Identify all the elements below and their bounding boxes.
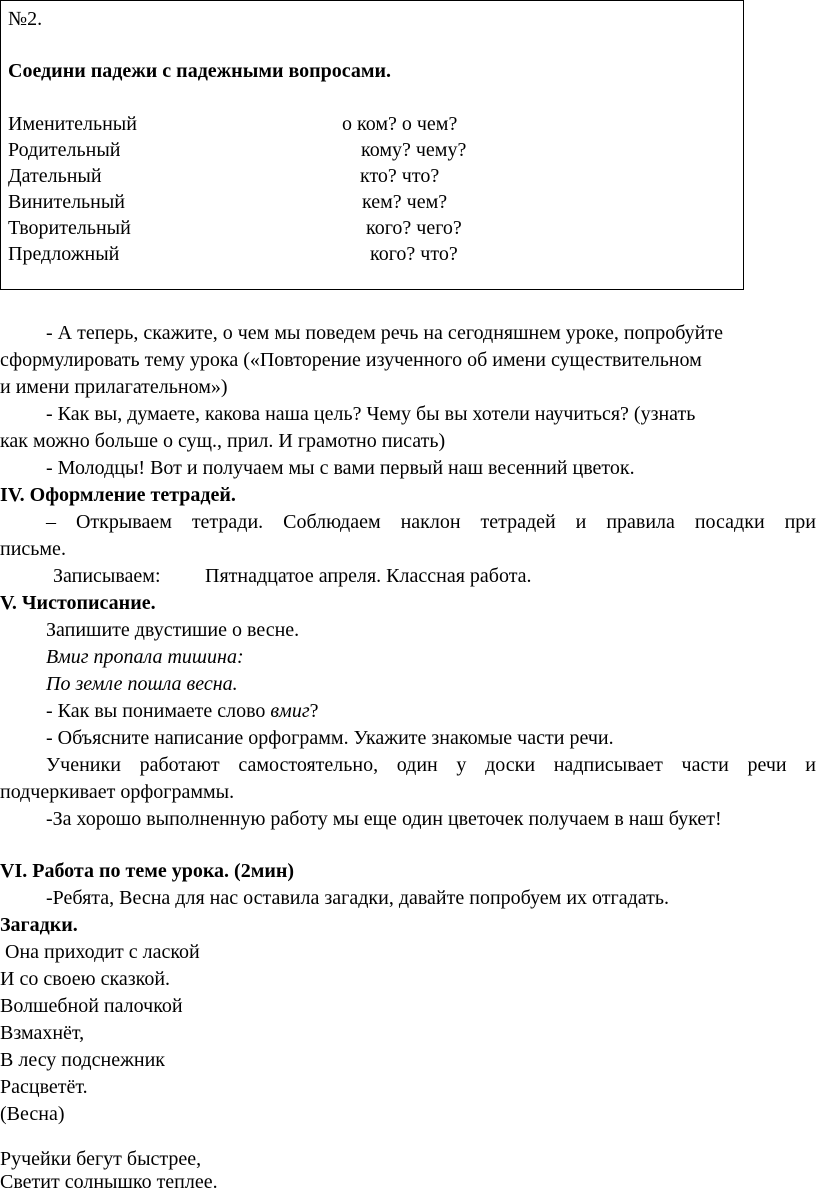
riddle-line: И со своею сказкой. bbox=[0, 968, 171, 990]
case-question: кем? чем? bbox=[362, 191, 448, 213]
case-label: Предложный bbox=[8, 243, 120, 265]
riddle-line: Она приходит с лаской bbox=[0, 941, 200, 963]
paragraph-line: – Открываем тетради. Соблюдаем наклон тетрадей и правила посадки при bbox=[46, 511, 816, 533]
poem-line: Вмиг пропала тишина: bbox=[46, 646, 244, 668]
riddles-heading: Загадки. bbox=[0, 914, 78, 936]
paragraph-line: и имени прилагательном») bbox=[0, 376, 228, 398]
highlighted-word: вмиг bbox=[270, 700, 310, 722]
case-label: Творительный bbox=[8, 217, 131, 239]
riddle-answer: (Весна) bbox=[0, 1103, 65, 1125]
paragraph-line: письме. bbox=[0, 538, 66, 560]
case-question: кто? что? bbox=[360, 165, 440, 187]
paragraph-line: - Как вы, думаете, какова наша цель? Чему бы вы хотели научиться? (узнать bbox=[46, 403, 696, 425]
paragraph-line: Пятнадцатое апреля. Классная работа. bbox=[205, 565, 532, 587]
case-question: кого? что? bbox=[370, 243, 458, 265]
case-question: о ком? о чем? bbox=[342, 113, 458, 135]
case-label: Именительный bbox=[8, 113, 137, 135]
task-title: Соедини падежи с падежными вопросами. bbox=[8, 60, 392, 82]
riddle-line: Взмахнёт, bbox=[0, 1022, 85, 1044]
paragraph-line: Запишите двустишие о весне. bbox=[46, 619, 300, 641]
riddle-line: Волшебной палочкой bbox=[0, 995, 183, 1017]
paragraph-line: -За хорошо выполненную работу мы еще один цветочек получаем в наш букет! bbox=[46, 808, 722, 830]
section-heading: IV. Оформление тетрадей. bbox=[0, 484, 236, 506]
case-label: Родительный bbox=[8, 139, 121, 161]
paragraph-line: - Объясните написание орфограмм. Укажите знакомые части речи. bbox=[46, 727, 614, 749]
case-question: кому? чему? bbox=[361, 139, 467, 161]
task-number: №2. bbox=[8, 8, 43, 30]
case-label: Дательный bbox=[8, 165, 102, 187]
paragraph-line: подчеркивает орфограммы. bbox=[0, 781, 235, 803]
paragraph-line: Записываем: bbox=[53, 565, 161, 587]
paragraph-line: сформулировать тему урока («Повторение изученного об имени существительном bbox=[0, 349, 702, 371]
riddle-line: Ручейки бегут быстрее, bbox=[0, 1148, 202, 1170]
question-mark: ? bbox=[309, 700, 319, 722]
paragraph-line: -Ребята, Весна для нас оставила загадки, давайте попробуем их отгадать. bbox=[46, 887, 669, 909]
poem-line: По земле пошла весна. bbox=[46, 673, 238, 695]
case-question: кого? чего? bbox=[366, 217, 462, 239]
paragraph-line: как можно больше о сущ., прил. И грамотно писать) bbox=[0, 430, 446, 452]
riddle-line: Расцветёт. bbox=[0, 1076, 88, 1098]
paragraph-line: - А теперь, скажите, о чем мы поведем речь на сегодняшнем уроке, попробуйте bbox=[46, 322, 723, 344]
paragraph-line: Ученики работают самостоятельно, один у доски надписывает части речи и bbox=[46, 754, 816, 776]
riddle-line: Светит солнышко теплее. bbox=[0, 1171, 218, 1193]
section-heading: V. Чистописание. bbox=[0, 592, 156, 614]
paragraph-line bbox=[46, 698, 319, 724]
paragraph-line: - Молодцы! Вот и получаем мы с вами первый наш весенний цветок. bbox=[46, 457, 635, 479]
section-heading: VI. Работа по теме урока. (2мин) bbox=[0, 860, 295, 882]
case-label: Винительный bbox=[8, 191, 126, 213]
riddle-line: В лесу подснежник bbox=[0, 1049, 166, 1071]
question-text: - Как вы понимаете слово bbox=[46, 700, 271, 722]
